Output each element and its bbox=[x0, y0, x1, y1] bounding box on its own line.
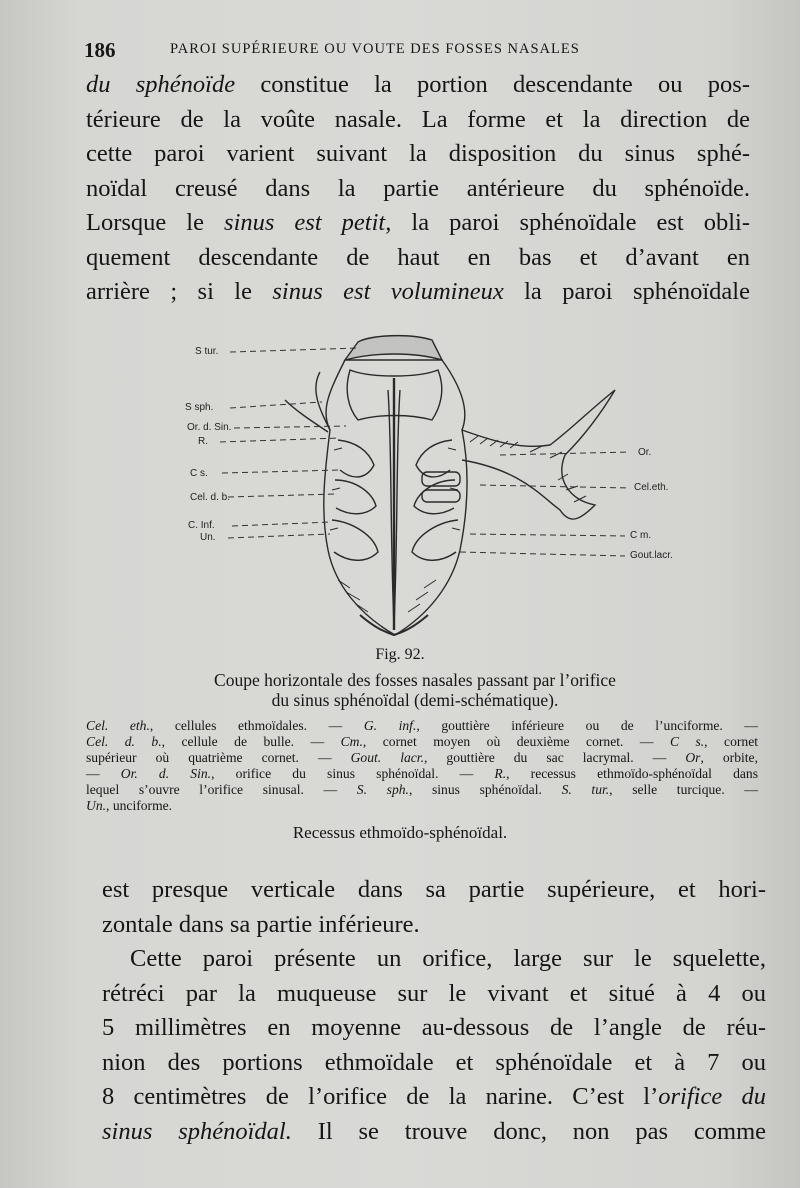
label-cel-d-b: Cel. d. b. bbox=[190, 492, 231, 503]
roman-text: , cellule de bulle. — bbox=[161, 734, 341, 749]
roman-text: Cette paroi présente un orifice, large sur le squelette, bbox=[130, 945, 766, 972]
label-s-sph: S sph. bbox=[185, 402, 214, 413]
roman-text: , sinus sphénoïdal. bbox=[408, 782, 562, 797]
label-s-tur: S tur. bbox=[195, 346, 219, 357]
label-cel-eth: Cel.eth. bbox=[634, 482, 669, 493]
label-r: R. bbox=[198, 436, 208, 447]
text-line bbox=[102, 1115, 766, 1150]
roman-text: noïdal creusé dans la partie antérieure du sphénoïde. bbox=[86, 174, 750, 202]
roman-text: — bbox=[86, 766, 121, 781]
roman-text: est presque verticale dans sa partie supérieure, et hori- bbox=[102, 876, 766, 903]
roman-text: la paroi sphénoïdale bbox=[503, 278, 750, 305]
legend-line bbox=[86, 798, 758, 814]
roman-text: supérieur où quatrième cornet. — bbox=[86, 750, 351, 765]
figure-caption-line: du sinus sphénoïdal (demi-schématique). bbox=[271, 690, 559, 710]
italic-text: Cel. eth. bbox=[86, 718, 150, 733]
roman-text: Lorsque le bbox=[86, 209, 225, 236]
roman-text: la paroi sphénoïdale est obli- bbox=[391, 209, 751, 236]
italic-text: sinus est volumineux bbox=[272, 278, 504, 305]
text-line bbox=[102, 1011, 766, 1046]
roman-text: , gouttière inférieure ou de l’unciforme. — bbox=[416, 718, 758, 733]
roman-text: arrière ; si le bbox=[86, 278, 273, 305]
italic-text: Gout. lacr. bbox=[350, 750, 424, 765]
roman-text: nion des portions ethmoïdale et sphénoïdale et à 7 ou bbox=[102, 1048, 766, 1076]
running-head bbox=[84, 38, 764, 64]
legend-line bbox=[86, 766, 758, 782]
roman-text: Il se trouve donc, non pas comme bbox=[291, 1117, 767, 1145]
italic-text: sinus sphénoïdal. bbox=[102, 1117, 292, 1145]
figure-legend bbox=[86, 718, 758, 814]
italic-text: G. inf. bbox=[363, 718, 417, 733]
label-c-inf: C. Inf. bbox=[188, 520, 215, 531]
text-line bbox=[86, 206, 750, 241]
roman-text: , selle turcique. — bbox=[609, 782, 758, 797]
text-line bbox=[102, 873, 766, 908]
figure-caption bbox=[150, 670, 680, 710]
roman-text: , orbite, bbox=[700, 750, 758, 765]
text-line bbox=[86, 172, 750, 207]
roman-text: zontale dans sa partie inférieure. bbox=[102, 910, 420, 938]
text-line bbox=[86, 68, 750, 103]
bottom-paragraph bbox=[102, 873, 766, 1149]
italic-text: C s. bbox=[669, 734, 705, 749]
page-number: 186 bbox=[84, 38, 116, 62]
nasal-section-drawing bbox=[170, 330, 710, 645]
text-line bbox=[102, 977, 766, 1012]
top-paragraph bbox=[86, 68, 750, 310]
roman-text: 8 centimètres de l’orifice de la narine. C’est l’ bbox=[102, 1083, 659, 1110]
label-or-d-sin: Or. d. Sin. bbox=[187, 422, 232, 433]
label-or: Or. bbox=[638, 447, 652, 458]
figure-number: Fig. 92. bbox=[375, 646, 425, 663]
roman-text: constitue la portion descendante ou pos- bbox=[235, 71, 750, 98]
label-c-m: C m. bbox=[630, 530, 652, 541]
italic-text: du sphénoïde bbox=[86, 71, 236, 98]
roman-text: lequel s’ouvre l’orifice sinusal. — bbox=[86, 782, 357, 797]
figure-subcaption: Recessus ethmoïdo-sphénoïdal. bbox=[292, 823, 508, 842]
italic-text: Un. bbox=[86, 798, 107, 813]
italic-text: R. bbox=[494, 766, 507, 781]
roman-text: quement descendante de haut en bas et d’avant en bbox=[86, 243, 750, 271]
label-un: Un. bbox=[200, 532, 216, 543]
italic-text: Cm. bbox=[340, 734, 363, 749]
italic-text: S. tur. bbox=[561, 782, 610, 797]
text-line bbox=[86, 103, 750, 138]
text-line bbox=[86, 275, 750, 310]
legend-line bbox=[86, 750, 758, 766]
italic-text: orifice du bbox=[658, 1083, 766, 1110]
roman-text: 5 millimètres en moyenne au-dessous de l’angle de réu- bbox=[102, 1014, 766, 1041]
label-gout-lacr: Gout.lacr. bbox=[630, 550, 673, 561]
roman-text: , orifice du sinus sphénoïdal. — bbox=[211, 766, 495, 781]
running-head-title: PAROI SUPÉRIEURE OU VOUTE DES FOSSES NASALES bbox=[170, 41, 580, 57]
roman-text: , unciforme. bbox=[106, 798, 173, 813]
roman-text: cette paroi varient suivant la disposition du sinus sphé- bbox=[86, 140, 750, 167]
legend-line bbox=[86, 734, 758, 750]
italic-text: Or. d. Sin. bbox=[120, 766, 212, 781]
roman-text: , gouttière du sac lacrymal. — bbox=[424, 750, 686, 765]
roman-text: , recessus ethmoïdo-sphénoïdal dans bbox=[506, 766, 758, 781]
roman-text: rétréci par la muqueuse sur le vivant et situé à 4 ou bbox=[102, 979, 766, 1007]
text-line bbox=[102, 942, 766, 977]
roman-text: , cornet bbox=[704, 734, 759, 749]
legend-line bbox=[86, 718, 758, 734]
text-line bbox=[86, 241, 750, 276]
roman-text: , cornet moyen où deuxième cornet. — bbox=[362, 734, 670, 749]
text-line bbox=[102, 1046, 766, 1081]
legend-line bbox=[86, 782, 758, 798]
text-line bbox=[86, 137, 750, 172]
roman-text: , cellules ethmoïdales. — bbox=[149, 718, 364, 733]
italic-text: sinus est petit, bbox=[224, 209, 392, 236]
figure-caption-line: Coupe horizontale des fosses nasales passant par l’orifice bbox=[214, 670, 616, 690]
roman-text: térieure de la voûte nasale. La forme et la direction de bbox=[86, 105, 750, 133]
text-line bbox=[102, 908, 766, 943]
anatomical-figure bbox=[170, 330, 710, 645]
italic-text: Cel. d. b. bbox=[86, 734, 162, 749]
italic-text: S. sph. bbox=[356, 782, 409, 797]
italic-text: Or bbox=[685, 750, 701, 765]
text-line bbox=[102, 1080, 766, 1115]
label-c-s: C s. bbox=[190, 468, 208, 479]
